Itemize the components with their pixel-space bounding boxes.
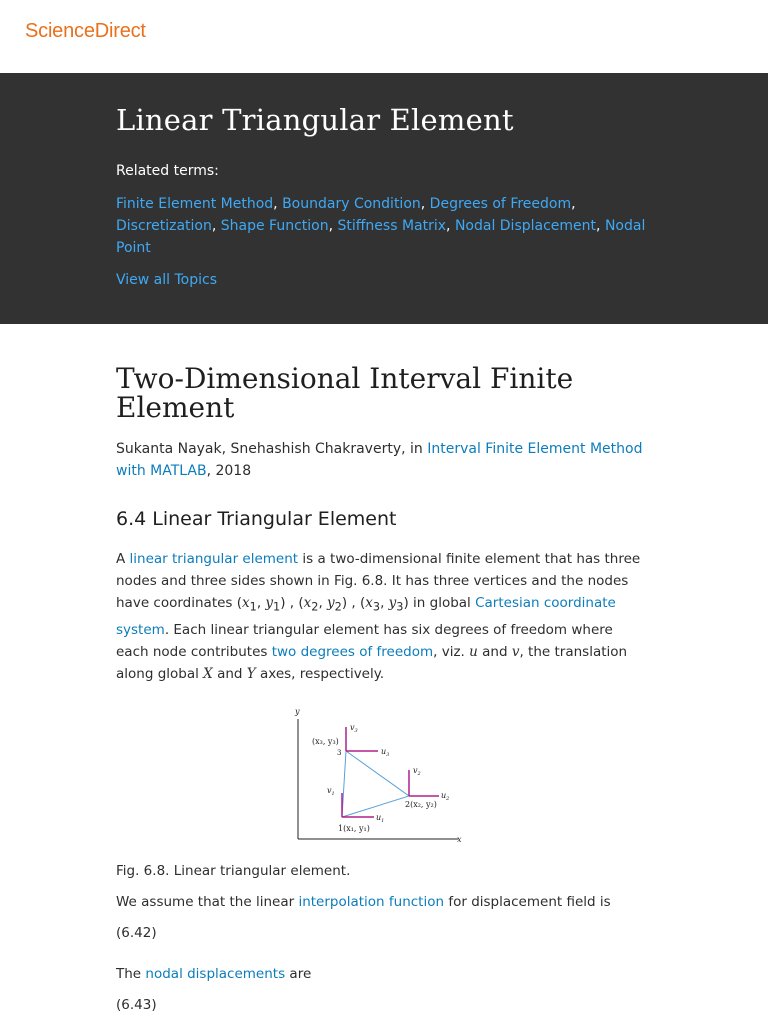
triangle-element-diagram — [286, 707, 476, 852]
linear-triangular-element-link[interactable]: linear triangular element — [129, 551, 299, 567]
cartesian-coordinate-link[interactable]: Cartesian coordinate system — [116, 595, 616, 638]
v1-label: $v_1$ — [327, 785, 335, 797]
related-term-link[interactable]: Nodal Point — [116, 218, 646, 256]
degrees-of-freedom-link[interactable]: two degrees of freedom — [271, 643, 434, 660]
related-terms-label: Related terms: — [116, 163, 219, 179]
related-term-link[interactable]: Shape Function — [220, 218, 329, 234]
equation-6-43: (6.43) — [116, 996, 157, 1013]
interpolation-sentence: We assume that the linear interpolation function for displacement field is — [116, 893, 611, 910]
x-axis-label: x — [457, 834, 462, 844]
view-all-topics-link[interactable]: View all Topics — [116, 272, 217, 288]
node3-coord: (x₃, y₃) — [312, 736, 339, 746]
related-term-link[interactable]: Stiffness Matrix — [337, 218, 447, 234]
book-link[interactable]: Interval Finite Element Method with MATLAB — [116, 441, 643, 479]
top-bar — [0, 0, 768, 73]
topic-hero — [0, 73, 768, 324]
node1-coord: 1(x₁, y₁) — [338, 823, 370, 833]
interpolation-function-link[interactable]: interpolation function — [298, 893, 445, 910]
article-paragraph: A linear triangular element is a two-dimensional finite element that has three nodes and three sides shown in Fig. 6.8. It has three vertices and the nodes have coordinates ($x_1$, $y_1$) , ($x_2$, $y_2$) , ($x_3$, $y_3$) in global Cartesian coordinate system. Each linear triangular element has six degrees of freedom where each node contributes two degrees of freedom, viz. u and v, the translation along global X and Y axes, respectively. — [116, 551, 641, 682]
u1-label: $u_1$ — [376, 812, 385, 824]
equation-6-42: (6.42) — [116, 924, 157, 941]
triangle-element — [342, 751, 409, 817]
related-term-link[interactable]: Finite Element Method — [116, 196, 274, 212]
node2-coord: 2(x₂, y₂) — [405, 799, 437, 809]
section-title: 6.4 Linear Triangular Element — [116, 508, 397, 530]
u2-label: $u_2$ — [441, 790, 450, 802]
topic-title: Linear Triangular Element — [116, 103, 514, 137]
nodal-displacement-sentence: The nodal displacements are — [116, 965, 312, 982]
related-term-link[interactable]: Boundary Condition — [282, 196, 421, 212]
article-authors: Sukanta Nayak, Snehashish Chakraverty, in Interval Finite Element Method with MATLAB, 2018 — [116, 441, 643, 479]
sciencedirect-logo[interactable]: ScienceDirect — [25, 20, 146, 42]
article-content — [0, 324, 646, 1013]
u3-label: $u_3$ — [381, 746, 390, 758]
v2-label: $v_2$ — [413, 765, 421, 777]
related-term-link[interactable]: Discretization — [116, 218, 212, 234]
nodal-displacements-link[interactable]: nodal displacements — [145, 965, 286, 982]
figure-caption: Fig. 6.8. Linear triangular element. — [116, 862, 351, 879]
node3-number: 3 — [337, 748, 342, 757]
figure-6-8[interactable] — [116, 707, 646, 857]
y-axis-label: y — [295, 706, 300, 716]
article-title[interactable]: Two-Dimensional Interval Finite Element — [116, 362, 574, 424]
related-term-link[interactable]: Nodal Displacement — [454, 218, 597, 234]
related-term-link[interactable]: Degrees of Freedom — [429, 196, 572, 212]
related-terms-list: Finite Element Method, Boundary Condition, Degrees of Freedom, Discretization, Shape Function, Stiffness Matrix, Nodal Displacement, Nodal Point — [116, 196, 646, 256]
v3-label: $v_3$ — [350, 722, 358, 734]
